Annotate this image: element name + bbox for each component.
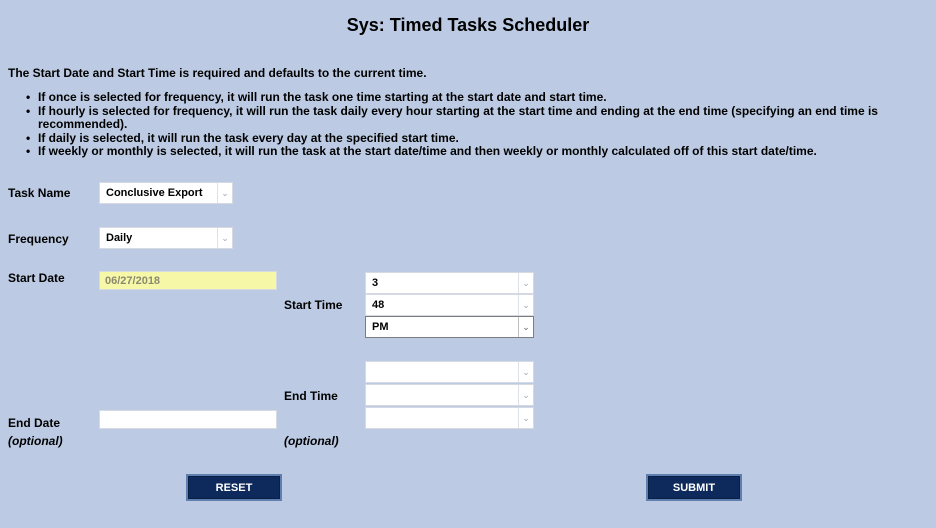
end-time-label: End Time	[284, 389, 338, 403]
chevron-down-icon: ⌄	[518, 385, 533, 405]
reset-button[interactable]: RESET	[186, 474, 282, 501]
task-name-value: Conclusive Export	[106, 187, 203, 199]
end-time-minute-select[interactable]	[365, 384, 534, 406]
chevron-down-icon: ⌄	[518, 408, 533, 428]
start-hour-value: 3	[372, 277, 379, 289]
chevron-down-icon: ⌄	[518, 317, 533, 337]
start-ampm-value: PM	[372, 321, 389, 333]
chevron-down-icon: ⌄	[518, 273, 533, 293]
chevron-down-icon: ⌄	[217, 228, 232, 248]
end-time-optional-note: (optional)	[284, 434, 339, 448]
start-date-label: Start Date	[8, 271, 65, 285]
end-date-optional-note: (optional)	[8, 434, 63, 448]
intro-text: The Start Date and Start Time is required and defaults to the current time.	[8, 66, 427, 80]
start-time-label: Start Time	[284, 298, 343, 312]
chevron-down-icon: ⌄	[518, 362, 533, 382]
end-date-label: End Date	[8, 416, 61, 430]
end-time-ampm-select[interactable]	[365, 407, 534, 429]
task-name-select[interactable]	[99, 182, 233, 204]
instructions-list	[22, 91, 912, 159]
frequency-select[interactable]	[99, 227, 233, 249]
end-date-input[interactable]	[99, 410, 277, 429]
start-time-ampm-select[interactable]	[365, 316, 534, 338]
start-date-input[interactable]	[99, 271, 277, 290]
list-item: • If daily is selected, it will run the task every day at the specified start time.	[22, 132, 912, 146]
list-item: • If once is selected for frequency, it will run the task one time starting at the start date and start time.	[22, 91, 912, 105]
start-time-hour-select[interactable]	[365, 272, 534, 294]
frequency-value: Daily	[106, 232, 133, 244]
submit-button[interactable]: SUBMIT	[646, 474, 742, 501]
frequency-label: Frequency	[8, 232, 69, 246]
start-minute-value: 48	[372, 299, 385, 311]
task-name-label: Task Name	[8, 186, 71, 200]
list-item: • If hourly is selected for frequency, it will run the task daily every hour starting at the start time and ending at the end time (specifying an end time is recommended).	[22, 105, 912, 132]
end-time-hour-select[interactable]	[365, 361, 534, 383]
start-time-minute-select[interactable]	[365, 294, 534, 316]
chevron-down-icon: ⌄	[217, 183, 232, 203]
chevron-down-icon: ⌄	[518, 295, 533, 315]
list-item: • If weekly or monthly is selected, it will run the task at the start date/time and then weekly or monthly calculated off of this start date/time.	[22, 145, 912, 159]
page-title: Sys: Timed Tasks Scheduler	[346, 15, 590, 35]
